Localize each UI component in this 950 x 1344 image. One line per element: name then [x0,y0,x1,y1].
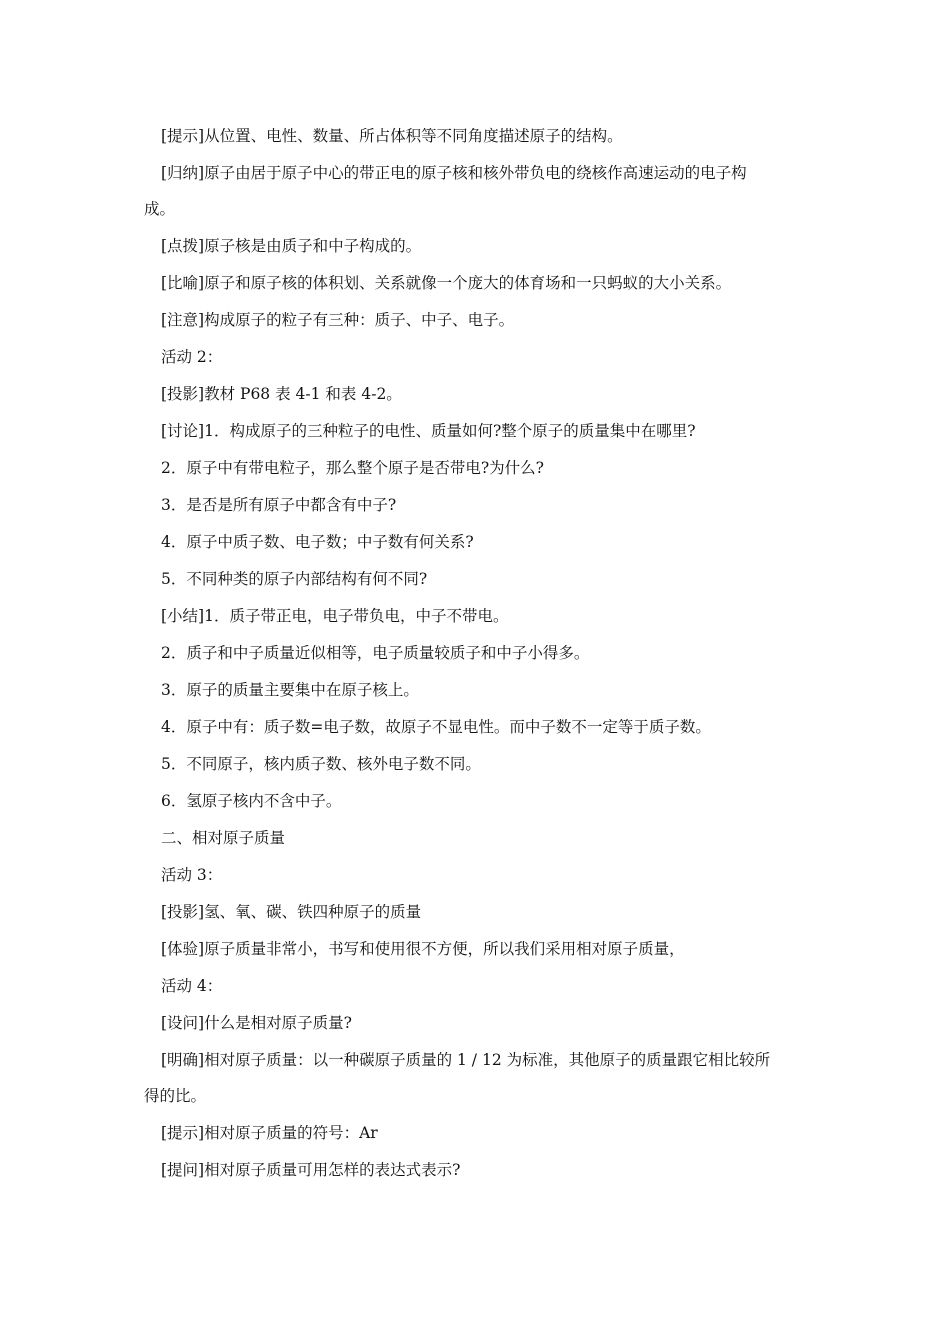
discussion-item-2: 2．原子中有带电粒子，那么整个原子是否带电?为什么? [161,459,544,477]
conclusion-item-2: 2．质子和中子质量近似相等，电子质量较质子和中子小得多。 [161,644,590,662]
paragraph-point-nucleus: [点拨]原子核是由质子和中子构成的。 [161,237,422,255]
paragraph-experience: [体验]原子质量非常小，书写和使用很不方便，所以我们采用相对原子质量， [161,940,685,958]
paragraph-analogy: [比喻]原子和原子核的体积划、关系就像一个庞大的体育场和一只蚂蚁的大小关系。 [161,274,732,292]
paragraph-ask-expression: [提问]相对原子质量可用怎样的表达式表示? [161,1161,461,1179]
paragraph-definition: [明确]相对原子质量：以一种碳原子质量的 1 / 12 为标准，其他原子的质量跟它相比较所 [161,1051,771,1069]
paragraph-summary-atom-continued: 成。 [144,200,176,218]
discussion-item-5: 5．不同种类的原子内部结构有何不同? [161,570,428,588]
document-body [144,124,808,1195]
paragraph-note-particles: [注意]构成原子的粒子有三种：质子、中子、电子。 [161,311,515,329]
paragraph-definition-continued: 得的比。 [144,1087,207,1105]
paragraph-projection-atoms: [投影]氢、氧、碳、铁四种原子的质量 [161,903,422,921]
section-heading-relative-atomic-mass: 二、相对原子质量 [161,829,286,847]
activity-2-heading: 活动 2： [161,348,223,366]
paragraph-hint-structure: [提示]从位置、电性、数量、所占体积等不同角度描述原子的结构。 [161,127,623,145]
discussion-item-1: [讨论]1．构成原子的三种粒子的电性、质量如何?整个原子的质量集中在哪里? [161,422,696,440]
discussion-item-4: 4．原子中质子数、电子数；中子数有何关系? [161,533,474,551]
discussion-item-3: 3．是否是所有原子中都含有中子? [161,496,397,514]
conclusion-item-3: 3．原子的质量主要集中在原子核上。 [161,681,419,699]
conclusion-item-6: 6．氢原子核内不含中子。 [161,792,342,810]
paragraph-projection-textbook: [投影]教材 P68 表 4-1 和表 4-2。 [161,385,402,403]
paragraph-summary-atom: [归纳]原子由居于原子中心的带正电的原子核和核外带负电的绕核作高速运动的电子构 [161,164,747,182]
paragraph-question: [设问]什么是相对原子质量? [161,1014,352,1032]
activity-4-heading: 活动 4： [161,977,223,995]
conclusion-item-4: 4．原子中有：质子数=电子数，故原子不显电性。而中子数不一定等于质子数。 [161,718,711,736]
activity-3-heading: 活动 3： [161,866,223,884]
conclusion-item-5: 5．不同原子，核内质子数、核外电子数不同。 [161,755,481,773]
paragraph-hint-symbol: [提示]相对原子质量的符号：Ar [161,1124,378,1142]
conclusion-item-1: [小结]1．质子带正电，电子带负电，中子不带电。 [161,607,509,625]
